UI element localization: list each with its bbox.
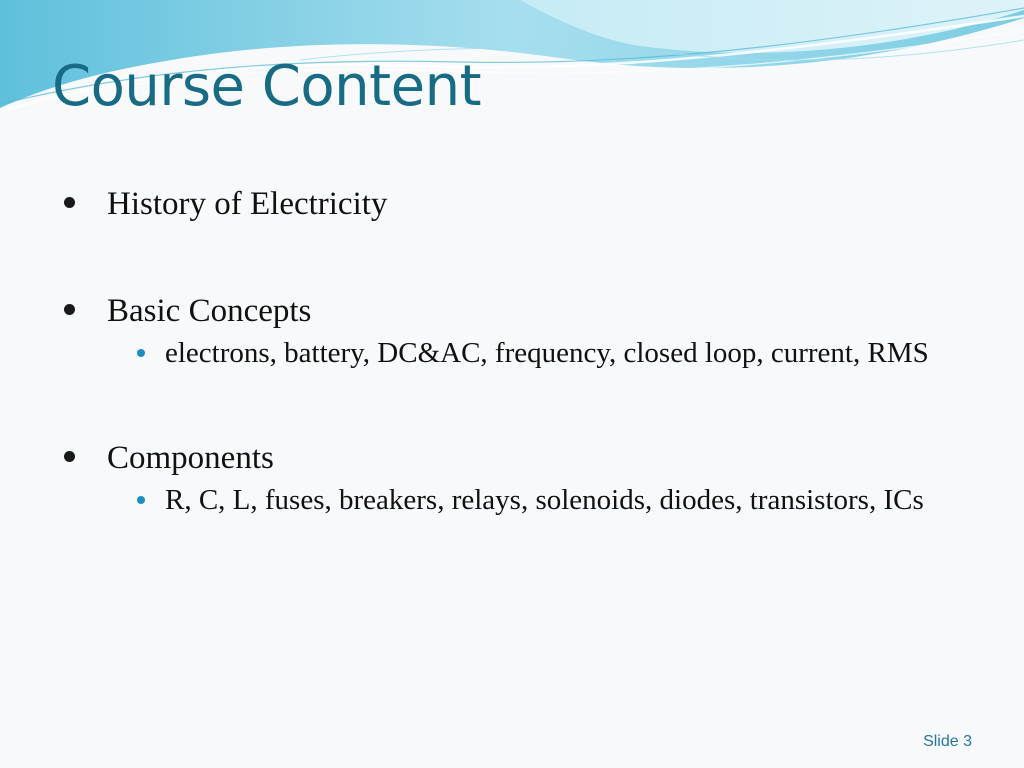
bullet-text: Basic Concepts xyxy=(107,293,312,329)
sub-bullet-dot-icon xyxy=(137,496,145,504)
bullet-list xyxy=(60,180,960,521)
sub-bullet-item xyxy=(107,480,945,521)
slide-number: Slide 3 xyxy=(923,733,972,750)
sub-bullet-text: R, C, L, fuses, breakers, relays, solenoids, diodes, transistors, ICs xyxy=(165,484,924,516)
sub-bullet-item xyxy=(107,333,945,374)
sub-bullet-dot-icon xyxy=(137,349,145,357)
bullet-item xyxy=(60,182,960,226)
bullet-text: History of Electricity xyxy=(107,186,388,222)
sub-bullet-text: electrons, battery, DC&AC, frequency, closed loop, current, RMS xyxy=(165,337,929,369)
bullet-dot-icon xyxy=(64,197,75,208)
bullet-text: Components xyxy=(107,440,274,476)
bullet-item xyxy=(60,289,960,333)
bullet-item xyxy=(60,436,960,480)
slide-title: Course Content xyxy=(52,54,482,119)
bullet-dot-icon xyxy=(64,451,75,462)
bullet-dot-icon xyxy=(64,304,75,315)
